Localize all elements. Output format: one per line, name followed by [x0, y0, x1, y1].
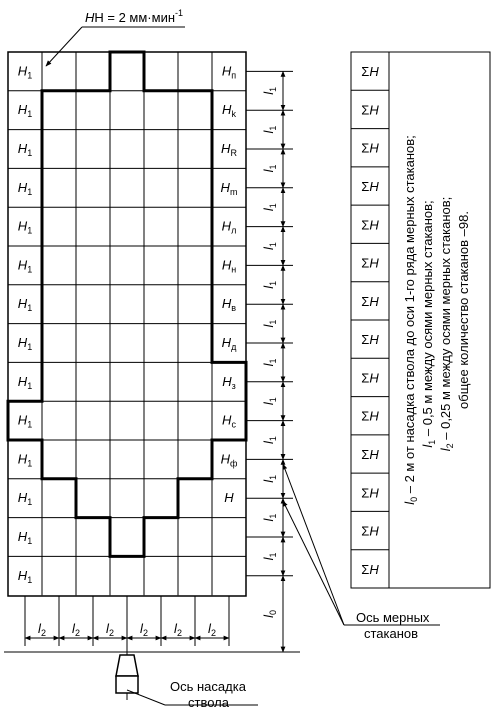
v-dim-label-text: $l_1$ — [261, 474, 278, 483]
left-cell-label: $H_1$ — [17, 451, 33, 469]
nozzle-icon — [116, 655, 138, 693]
v-dim-label — [261, 610, 278, 618]
sum-cell: ΣH — [361, 217, 379, 233]
sum-cell: ΣH — [361, 332, 379, 348]
v-dim-label-text: $l_1$ — [261, 319, 278, 328]
left-cell-label: $H_1$ — [17, 141, 33, 158]
sum-cell: ΣH — [361, 485, 379, 501]
h-dim-label: $l_2$ — [208, 621, 216, 638]
nozzle-callout-line2: ствола — [188, 695, 229, 710]
flow-rate-label: HH = 2 мм·мин$^{-1}$ — [85, 8, 184, 25]
h-dim-label: $l_2$ — [140, 621, 148, 638]
v-dim-label-text: $l_1$ — [261, 552, 278, 561]
sum-cell: ΣH — [361, 370, 379, 386]
flow-rate-leader — [46, 27, 82, 66]
v-dim-label-text: $l_1$ — [261, 397, 278, 406]
sum-cell: ΣH — [361, 64, 379, 80]
v-dim-label-text: $l_1$ — [261, 164, 278, 173]
legend — [402, 135, 471, 505]
cup-axis-callout-line2: стаканов — [364, 626, 419, 641]
h-dim-label: $l_2$ — [174, 621, 182, 638]
left-cell-label: $H_1$ — [17, 257, 33, 275]
v-dim-label — [261, 552, 278, 560]
v-dim-label-text: $l_0$ — [261, 609, 278, 618]
sum-cell: ΣH — [361, 255, 379, 271]
v-dim-label — [261, 397, 278, 405]
v-dim-label-text: $l_1$ — [261, 242, 278, 250]
legend-line-3: общее количество стаканов –98. — [456, 211, 471, 409]
v-dim-label-text: $l_1$ — [261, 358, 278, 367]
left-cell-label: $H_1$ — [17, 335, 33, 352]
v-dim-label — [261, 358, 278, 366]
v-dim-label — [261, 514, 278, 522]
sum-cell: ΣH — [361, 140, 379, 156]
right-cell-label: $H_m$ — [220, 179, 238, 197]
right-cell-label: $H_н$ — [221, 257, 237, 275]
v-dim-label-text: $l_1$ — [261, 280, 278, 289]
flow-rate-label-sup: -1 — [175, 8, 184, 18]
right-cell-label: $H_ф$ — [220, 451, 238, 469]
sum-cell: ΣH — [361, 102, 379, 118]
nozzle-callout-line1: Ось насадка — [170, 679, 246, 694]
v-dim-label — [261, 242, 278, 250]
left-cell-label: $H_1$ — [17, 567, 33, 585]
grid-lines — [8, 52, 246, 595]
v-dim-label — [261, 87, 278, 95]
cup-axis-leader-lower — [283, 501, 344, 625]
sum-cell: ΣH — [361, 561, 379, 577]
h-dim-label: $l_2$ — [72, 621, 80, 638]
left-cell-label: $H_1$ — [17, 218, 33, 236]
v-dim-label — [261, 203, 278, 211]
right-cell-label: $H_в$ — [221, 296, 237, 314]
v-dim-label — [261, 281, 278, 289]
v-dim-label — [261, 164, 278, 172]
legend-line-0: $l_0 - 2$ м от насадка ствола до оси 1-го ряда мерных стаканов; — [402, 135, 419, 505]
right-cell-label: $H_д$ — [221, 335, 237, 352]
v-dim-label-text: $l_1$ — [261, 436, 278, 444]
v-dim-label — [261, 436, 278, 444]
cup-axis-leader-upper — [283, 464, 344, 625]
sum-cell: ΣH — [361, 523, 379, 539]
left-cell-label: $H_1$ — [17, 296, 33, 314]
v-dim-label-text: $l_1$ — [261, 125, 278, 134]
right-cell-label: $H_R$ — [221, 141, 237, 158]
legend-line-1: $l_1 - 0,5$ м между осями мерных стаканов; — [420, 200, 437, 448]
right-cell-label: $H_л$ — [221, 218, 237, 236]
v-dim-label — [261, 475, 278, 483]
sum-cell: ΣH — [361, 179, 379, 194]
sum-cell: ΣH — [361, 447, 379, 462]
left-cell-label: $H_1$ — [17, 412, 33, 430]
h-dim-label: $l_2$ — [38, 621, 46, 638]
right-cell-label: $H_п$ — [221, 63, 237, 81]
left-cell-label: $H_1$ — [17, 490, 33, 508]
flow-rate-label-text: H = 2 мм·мин — [94, 10, 176, 25]
left-cell-label: $H_1$ — [17, 63, 33, 81]
right-cell-label: $H_k$ — [222, 102, 236, 120]
right-cell-label: $H_з$ — [222, 373, 236, 391]
left-cell-label: $H_1$ — [17, 373, 33, 391]
cup-axis-callout-line1: Ось мерных — [356, 610, 430, 625]
legend-line-2: $l_2 - 0,25$ м между осями мерных стаканов; — [438, 196, 455, 452]
sum-table — [351, 64, 389, 577]
nozzle-callout-leader — [127, 690, 165, 705]
left-cell-label: $H_1$ — [17, 529, 33, 546]
v-dim-label-text: $l_1$ — [261, 86, 278, 95]
left-cell-label: $H_1$ — [17, 102, 33, 120]
right-cell-label: $H_с$ — [222, 412, 236, 430]
v-dim-label — [261, 320, 278, 328]
irrigation-contour — [8, 52, 246, 556]
h-dim-label: $l_2$ — [106, 621, 114, 638]
left-cell-label: $H_1$ — [17, 179, 33, 197]
right-cell-label: H — [224, 490, 234, 506]
v-dim-label — [261, 126, 278, 134]
vertical-dimensions — [246, 71, 293, 652]
sum-cell: ΣH — [361, 408, 379, 424]
v-dim-label-text: $l_1$ — [261, 203, 278, 212]
v-dim-label-text: $l_1$ — [261, 513, 278, 522]
sum-cell: ΣH — [361, 293, 379, 309]
